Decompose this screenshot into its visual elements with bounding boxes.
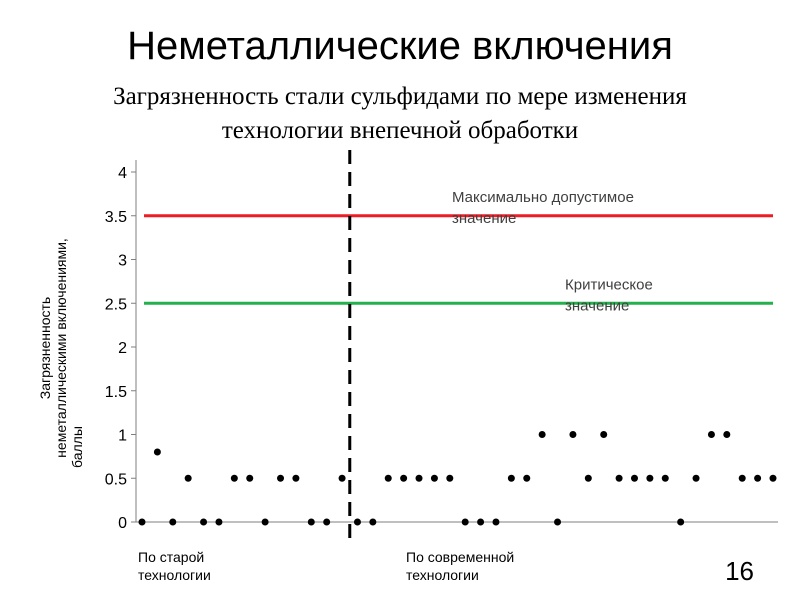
page-title: Неметаллические включения (127, 24, 673, 68)
data-point (154, 449, 161, 456)
data-point (292, 475, 299, 482)
subtitle-line-2: технологии внепечной обработки (221, 117, 579, 144)
data-point (677, 519, 684, 526)
data-point (308, 519, 315, 526)
data-point (616, 475, 623, 482)
data-point (770, 475, 777, 482)
data-point (585, 475, 592, 482)
reference-line-label: Критическое (565, 276, 653, 294)
y-ticks (105, 165, 136, 532)
data-point (323, 519, 330, 526)
data-point (523, 475, 530, 482)
data-point (646, 475, 653, 482)
data-point (739, 475, 746, 482)
data-point (416, 475, 423, 482)
data-point (462, 519, 469, 526)
modern-technology-label-line-2: технологии (406, 567, 479, 583)
data-point (446, 475, 453, 482)
reference-lines (144, 189, 773, 315)
data-point (215, 519, 222, 526)
data-point (723, 431, 730, 438)
data-point (508, 475, 515, 482)
old-technology-label (138, 548, 211, 584)
data-point (539, 431, 546, 438)
subtitle-line-1: Загрязненность стали сульфидами по мере изменения (113, 83, 687, 110)
data-point (431, 475, 438, 482)
y-tick-label: 0 (118, 515, 127, 532)
data-point (631, 475, 638, 482)
y-tick-label: 4 (118, 165, 127, 182)
y-tick-label: 1.5 (104, 383, 127, 401)
data-point (139, 519, 146, 526)
data-point (708, 431, 715, 438)
y-axis-label-line-2: неметаллическими включениями, (53, 238, 69, 458)
modern-technology-label-line-1: По современной (406, 549, 515, 565)
data-point (277, 475, 284, 482)
data-point (693, 475, 700, 482)
data-point (385, 475, 392, 482)
data-point (369, 519, 376, 526)
data-point (339, 475, 346, 482)
data-point (754, 475, 761, 482)
data-point (569, 431, 576, 438)
data-point (662, 475, 669, 482)
data-point (185, 475, 192, 482)
y-tick-label: 3.5 (104, 208, 127, 226)
y-tick-label: 1 (118, 427, 127, 445)
y-tick-label: 2 (118, 340, 127, 357)
old-technology-label-line-2: технологии (138, 567, 211, 583)
reference-line-label: значение (565, 297, 630, 315)
modern-technology-label (406, 548, 514, 584)
data-point (200, 519, 207, 526)
data-points (139, 431, 777, 526)
data-point (354, 519, 361, 526)
data-point (492, 519, 499, 526)
page-number: 16 (725, 556, 754, 586)
old-technology-label-line-1: По старой (138, 549, 205, 565)
y-axis-label (37, 238, 85, 468)
data-point (246, 475, 253, 482)
data-point (169, 519, 176, 526)
data-point (477, 519, 484, 526)
data-point (600, 431, 607, 438)
data-point (231, 475, 238, 482)
y-axis-label-line-1: Загрязненность (37, 296, 53, 400)
data-point (554, 519, 561, 526)
reference-line-label: Максимально допустимое (452, 188, 634, 206)
data-point (262, 519, 269, 526)
y-tick-label: 3 (118, 252, 127, 270)
y-tick-label: 0.5 (104, 471, 127, 489)
reference-line-label: значение (452, 209, 517, 227)
y-axis-label-line-3: баллы (69, 426, 85, 468)
y-tick-label: 2.5 (104, 296, 127, 314)
data-point (400, 475, 407, 482)
